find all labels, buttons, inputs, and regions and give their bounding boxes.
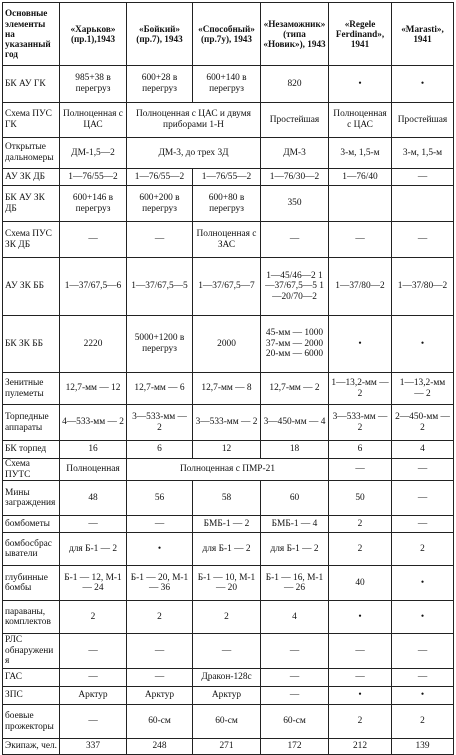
table-cell: 2: [392, 705, 454, 739]
table-cell: 2—450-мм — 2: [392, 405, 454, 441]
table-cell: —: [127, 222, 193, 258]
table-cell: БМБ-1 — 4: [261, 516, 329, 533]
table-cell: 60-см: [193, 705, 261, 739]
table-cell: —: [261, 634, 329, 669]
table-cell: —: [261, 222, 329, 258]
table-cell: Б-1 — 10, М-1 — 20: [193, 566, 261, 601]
table-cell: —: [392, 169, 454, 186]
table-cell: 6: [127, 441, 193, 459]
table-cell: БМБ-1 — 2: [193, 516, 261, 533]
table-cell: —: [127, 516, 193, 533]
table-row: [3, 441, 454, 459]
table-row: [3, 316, 454, 373]
table-cell: 12,7-мм — 12: [60, 373, 127, 405]
table-cell: 248: [127, 739, 193, 755]
table-cell-merged: Полноценная с ЦАС и двумя приборами 1-Н: [127, 103, 261, 138]
table-cell: 1—37/80—2: [392, 258, 454, 316]
table-cell: 4: [261, 601, 329, 634]
table-cell: •: [329, 601, 392, 634]
header-row: [3, 3, 454, 66]
row-label: БК торпед: [3, 441, 60, 459]
table-cell: Полноценная с ЦАС: [329, 103, 392, 138]
table-cell: 1—76/30—2: [261, 169, 329, 186]
table-cell: 1—76/40: [329, 169, 392, 186]
table-cell: •: [329, 687, 392, 705]
table-cell: —: [392, 459, 454, 481]
table-cell: Арктур: [193, 687, 261, 705]
table-cell: [392, 186, 454, 222]
table-row: [3, 169, 454, 186]
table-cell: 12,7-мм — 6: [127, 373, 193, 405]
table-cell: для Б-1 — 2: [193, 533, 261, 566]
row-label: Схема ПУТС: [3, 459, 60, 481]
table-cell: —: [60, 634, 127, 669]
table-row: [3, 373, 454, 405]
table-cell: 2000: [193, 316, 261, 373]
table-cell: —: [60, 222, 127, 258]
table-cell: 3-м, 1,5-м: [329, 138, 392, 169]
table-cell: 12,7-мм — 8: [193, 373, 261, 405]
table-row: [3, 566, 454, 601]
table-cell: 600+200 в перегруз: [127, 186, 193, 222]
table-cell: 1—45/46—2 1—37/67,5—5 1—20/70—2: [261, 258, 329, 316]
table-cell: [329, 186, 392, 222]
header-kharkov: «Харьков» (пр.1),1943: [60, 3, 127, 66]
table-cell: 3—533-мм — 2: [329, 405, 392, 441]
row-label: АУ ЗК ДБ: [3, 169, 60, 186]
table-cell: —: [329, 222, 392, 258]
table-cell: 3-м, 1,5-м: [392, 138, 454, 169]
table-row: [3, 459, 454, 481]
table-cell: 2: [392, 533, 454, 566]
table-cell: 1—37/67,5—6: [60, 258, 127, 316]
table-cell: 56: [127, 481, 193, 516]
table-cell: —: [392, 516, 454, 533]
table-cell: Б-1 — 12, М-1 — 24: [60, 566, 127, 601]
table-cell: —: [329, 634, 392, 669]
table-cell: 12: [193, 441, 261, 459]
table-cell: —: [392, 634, 454, 669]
row-label: Схема ПУС ГК: [3, 103, 60, 138]
table-cell: 2: [127, 601, 193, 634]
table-cell: •: [392, 687, 454, 705]
table-row: [3, 138, 454, 169]
row-label: глубинные бомбы: [3, 566, 60, 601]
table-cell: Полноценная с ЦАС: [60, 103, 127, 138]
table-cell: 3—450-мм — 4: [261, 405, 329, 441]
table-cell: •: [127, 533, 193, 566]
table-row: [3, 601, 454, 634]
table-cell: 50: [329, 481, 392, 516]
row-label: Мины заграждения: [3, 481, 60, 516]
table-row: [3, 103, 454, 138]
row-label: параваны, комплектов: [3, 601, 60, 634]
table-row: [3, 481, 454, 516]
table-row: [3, 634, 454, 669]
table-cell: 16: [60, 441, 127, 459]
table-cell: •: [392, 66, 454, 103]
header-nezamozhnik: «Незаможник» (типа «Новик»), 1943: [261, 3, 329, 66]
table-cell: 172: [261, 739, 329, 755]
table-cell: 2220: [60, 316, 127, 373]
header-marasti: «Marasti», 1941: [392, 3, 454, 66]
table-cell: —: [60, 516, 127, 533]
table-cell: —: [60, 669, 127, 687]
table-row: [3, 186, 454, 222]
table-row: [3, 705, 454, 739]
table-cell: 600+146 в перегруз: [60, 186, 127, 222]
table-cell: •: [329, 316, 392, 373]
table-cell: 1—37/67,5—5: [127, 258, 193, 316]
table-cell: 600+140 в перегруз: [193, 66, 261, 103]
table-cell: 2: [60, 601, 127, 634]
table-cell: 5000+1200 в перегруз: [127, 316, 193, 373]
table-cell: 350: [261, 186, 329, 222]
table-cell: —: [329, 669, 392, 687]
table-row: [3, 739, 454, 755]
row-label: БК АУ ГК: [3, 66, 60, 103]
table-cell: —: [193, 634, 261, 669]
row-label: БК АУ ЗК ДБ: [3, 186, 60, 222]
table-cell: Полноценная с ЗАС: [193, 222, 261, 258]
table-cell: 3—533-мм — 2: [193, 405, 261, 441]
table-cell: 1—37/80—2: [329, 258, 392, 316]
table-cell: 2: [329, 533, 392, 566]
table-cell: 45-мм — 1000 37-мм — 2000 20-мм — 6000: [261, 316, 329, 373]
table-cell-merged: Полноценная с ПМР-21: [127, 459, 329, 481]
table-row: [3, 669, 454, 687]
table-cell: •: [392, 316, 454, 373]
table-cell: —: [392, 222, 454, 258]
table-cell: 58: [193, 481, 261, 516]
table-cell: Полноценная: [60, 459, 127, 481]
table-cell: 1—76/55—2: [60, 169, 127, 186]
table-cell: 1—13,2-мм — 2: [329, 373, 392, 405]
table-row: [3, 66, 454, 103]
table-cell: 4: [392, 441, 454, 459]
table-cell: 820: [261, 66, 329, 103]
table-cell: —: [392, 669, 454, 687]
table-cell: •: [329, 66, 392, 103]
header-boyky: «Бойкий» (пр.7), 1943: [127, 3, 193, 66]
table-cell: 1—76/55—2: [193, 169, 261, 186]
table-cell: —: [329, 459, 392, 481]
table-cell: 18: [261, 441, 329, 459]
table-cell: Дракон-128с: [193, 669, 261, 687]
table-cell: Арктур: [60, 687, 127, 705]
table-cell: 985+38 в перегруз: [60, 66, 127, 103]
row-label: РЛС обнаружения: [3, 634, 60, 669]
table-cell: 3—533-мм — 2: [127, 405, 193, 441]
table-row: [3, 258, 454, 316]
table-cell: 2: [329, 516, 392, 533]
table-cell: 1—13,2-мм — 2: [392, 373, 454, 405]
row-label: АУ ЗК ББ: [3, 258, 60, 316]
table-cell: —: [261, 669, 329, 687]
table-cell: Простейшая: [261, 103, 329, 138]
table-cell: ДМ-1,5—2: [60, 138, 127, 169]
table-cell: 60: [261, 481, 329, 516]
table-row: [3, 516, 454, 533]
table-cell: 40: [329, 566, 392, 601]
table-cell: 12,7-мм — 2: [261, 373, 329, 405]
table-cell: Простейшая: [392, 103, 454, 138]
table-cell: 337: [60, 739, 127, 755]
table-cell: •: [392, 566, 454, 601]
table-row: [3, 222, 454, 258]
table-row: [3, 405, 454, 441]
row-label: ЗПС: [3, 687, 60, 705]
ship-comparison-table: [2, 2, 454, 755]
header-regele-ferdinand: «Regele Ferdinand», 1941: [329, 3, 392, 66]
row-label: Торпедные аппараты: [3, 405, 60, 441]
table-cell: 2: [193, 601, 261, 634]
table-cell: для Б-1 — 2: [60, 533, 127, 566]
table-cell: ДМ-3: [261, 138, 329, 169]
table-cell: •: [392, 601, 454, 634]
table-cell: 1—37/67,5—7: [193, 258, 261, 316]
table-cell: Арктур: [127, 687, 193, 705]
table-cell: 139: [392, 739, 454, 755]
table-cell: 271: [193, 739, 261, 755]
table-cell: —: [127, 669, 193, 687]
table-cell: 2: [329, 705, 392, 739]
row-label: бомбосбрасыватели: [3, 533, 60, 566]
table-cell: 212: [329, 739, 392, 755]
table-cell: 60-см: [261, 705, 329, 739]
row-label: Открытые дальномеры: [3, 138, 60, 169]
table-cell: Б-1 — 20, М-1 — 36: [127, 566, 193, 601]
table-cell: Б-1 — 16, М-1 — 26: [261, 566, 329, 601]
table-cell: —: [60, 705, 127, 739]
table-cell: 1—76/55—2: [127, 169, 193, 186]
table-cell: —: [261, 687, 329, 705]
table-row: [3, 533, 454, 566]
table-cell: —: [392, 481, 454, 516]
row-label: Зенитные пулеметы: [3, 373, 60, 405]
table-cell: —: [127, 634, 193, 669]
row-label: бомбометы: [3, 516, 60, 533]
table-cell-merged: ДМ-3, до трех 3Д: [127, 138, 261, 169]
row-label: боевые прожекторы: [3, 705, 60, 739]
table-cell: 600+80 в перегруз: [193, 186, 261, 222]
header-label-cell: Основные элементы на указанный год: [3, 3, 60, 66]
table-row: [3, 687, 454, 705]
row-label: Схема ПУС ЗК ДБ: [3, 222, 60, 258]
table-cell: для Б-1 — 2: [261, 533, 329, 566]
table-cell: 6: [329, 441, 392, 459]
header-sposobny: «Способный» (пр.7у), 1943: [193, 3, 261, 66]
table-cell: 60-см: [127, 705, 193, 739]
table-cell: 600+28 в перегруз: [127, 66, 193, 103]
row-label: ГАС: [3, 669, 60, 687]
row-label: БК ЗК ББ: [3, 316, 60, 373]
table-cell: 48: [60, 481, 127, 516]
row-label: Экипаж, чел.: [3, 739, 60, 755]
table-cell: 4—533-мм — 2: [60, 405, 127, 441]
